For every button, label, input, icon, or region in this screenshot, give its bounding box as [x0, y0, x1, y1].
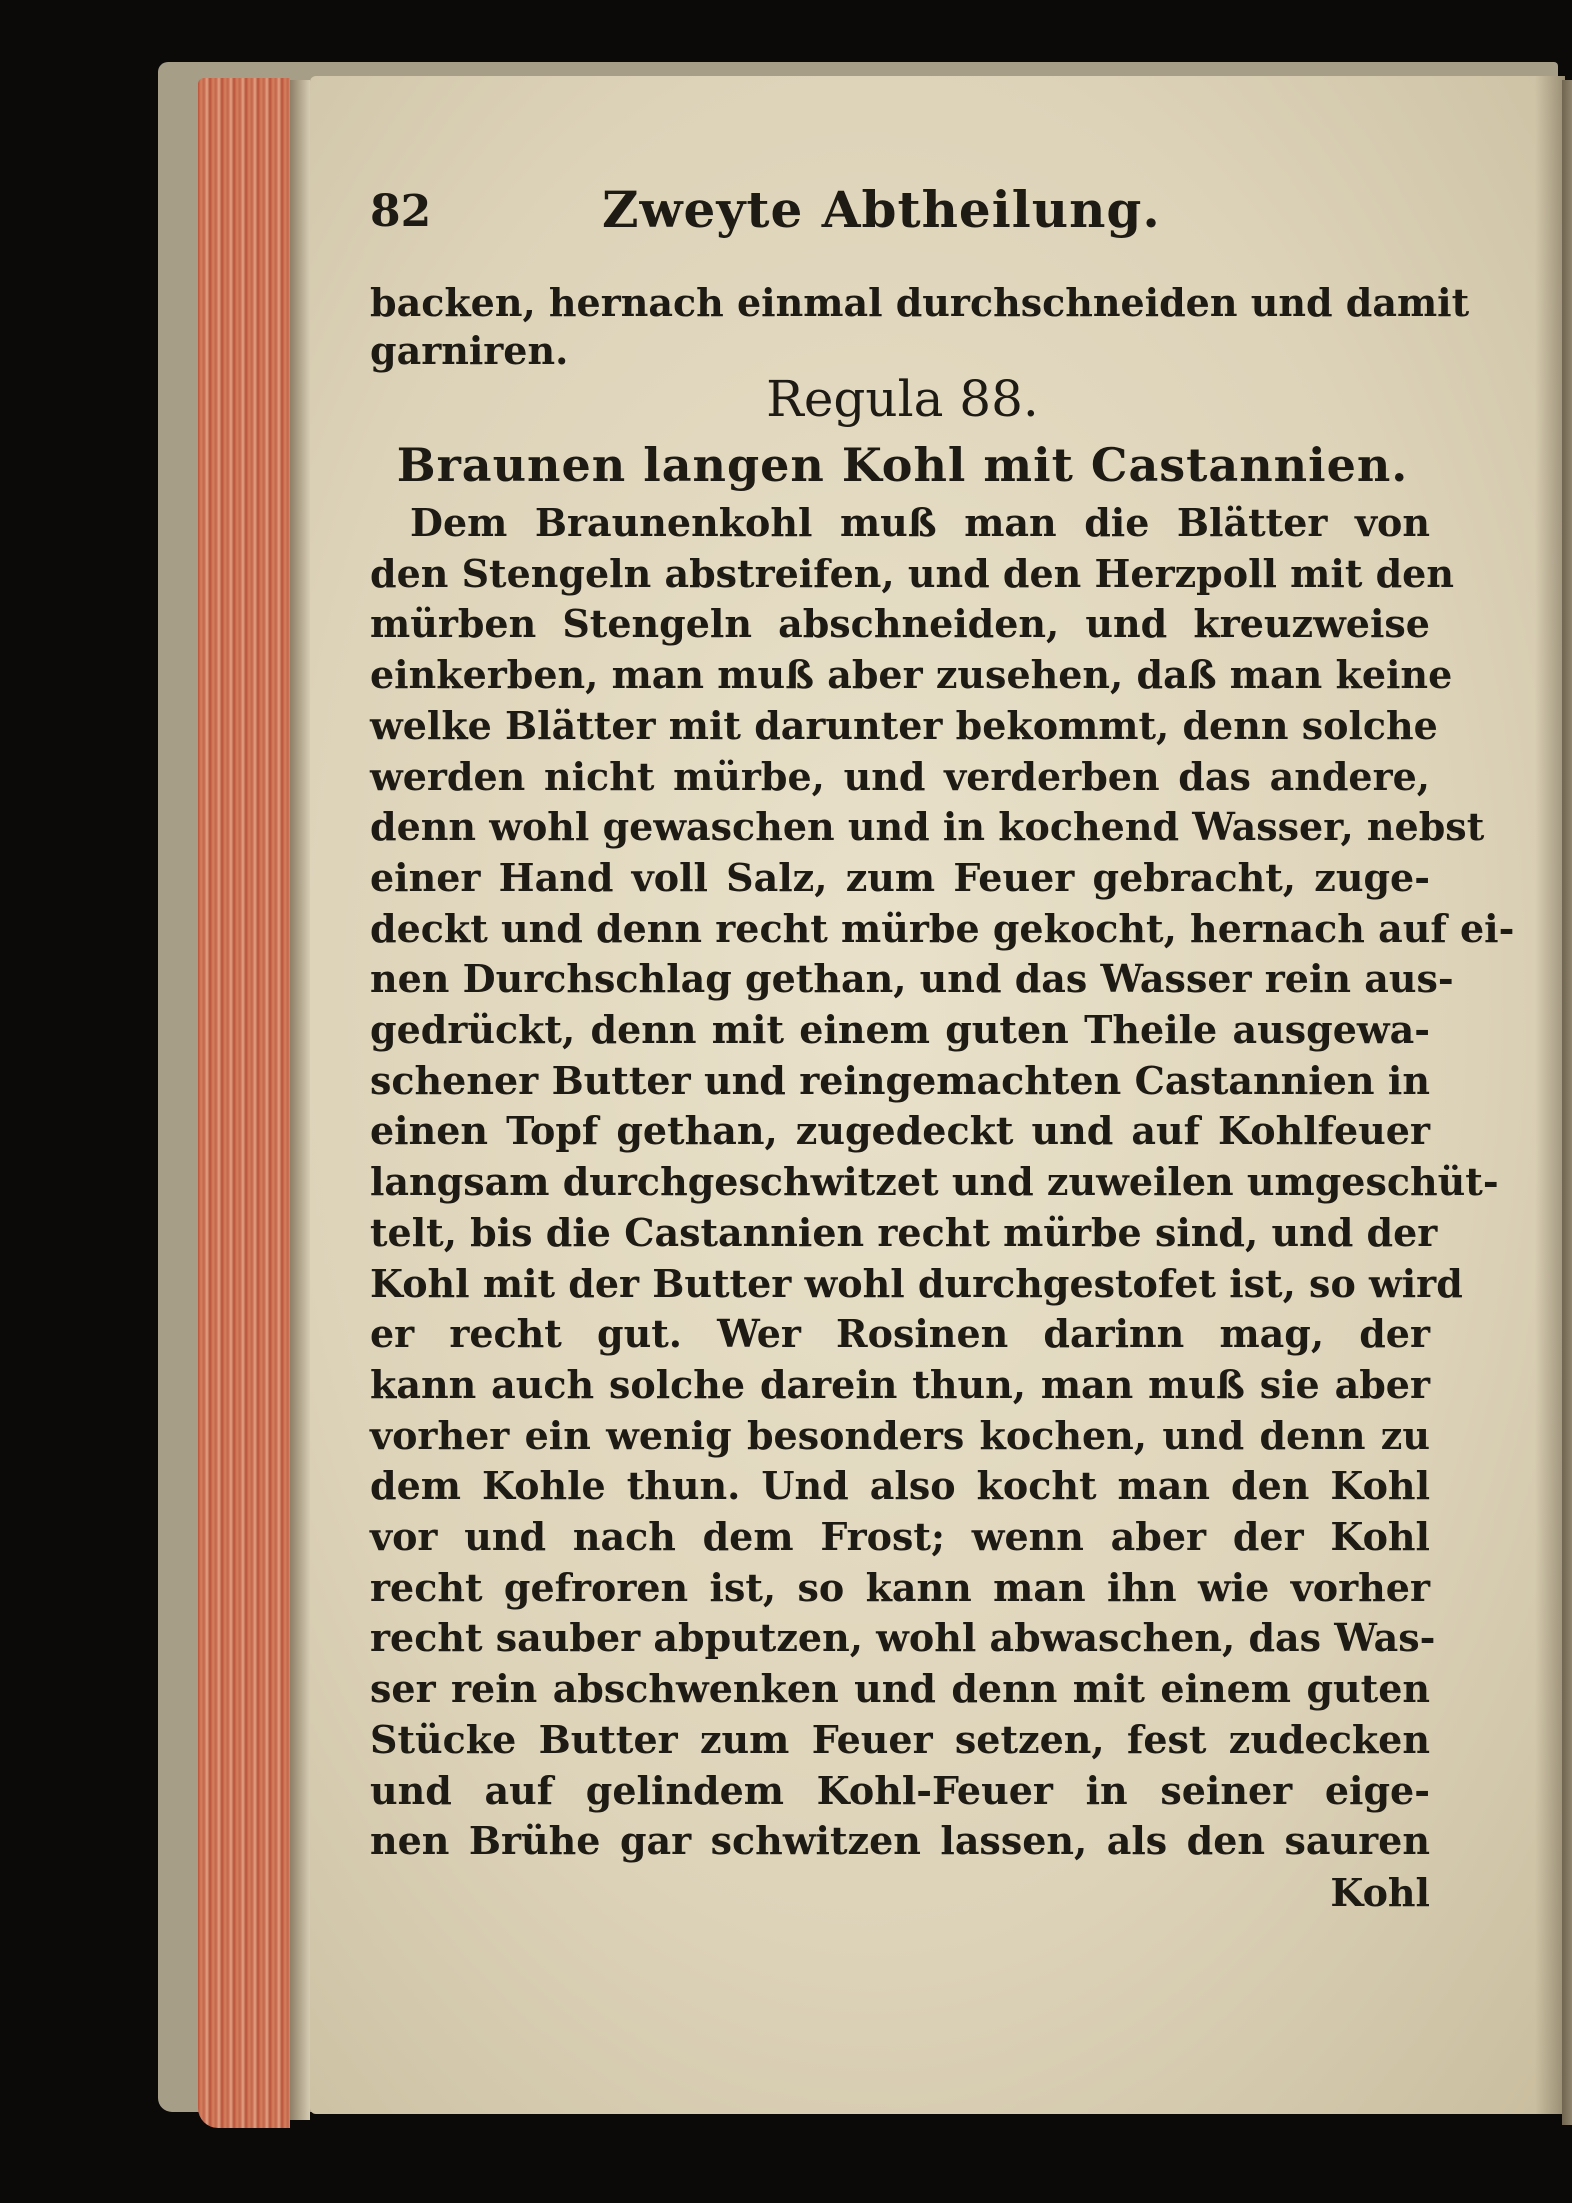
- recipe-line: Kohl mit der Butter wohl durchgestofet ist, so wird: [370, 1260, 1463, 1306]
- recipe-title: Braunen langen Kohl mit Castannien.: [396, 438, 1409, 492]
- facing-page-edge: [1562, 80, 1572, 2125]
- recipe-line: vor und nach dem Frost; wenn aber der Kohl: [370, 1514, 1430, 1559]
- recipe-line: kann auch solche darein thun, man muß sie aber: [370, 1361, 1430, 1407]
- recipe-line: ser rein abschwenken und denn mit einem guten: [370, 1666, 1430, 1712]
- catchword: Kohl: [1330, 1870, 1430, 1915]
- recipe-line: schener Butter und reingemachten Castannien in: [370, 1057, 1430, 1103]
- page-edge-shadow: [290, 80, 310, 2120]
- recipe-line: vorher ein wenig besonders kochen, und denn zu: [370, 1412, 1430, 1458]
- recipe-line: dem Kohle thun. Und also kocht man den Kohl: [370, 1463, 1430, 1509]
- recipe-line: nen Durchschlag gethan, und das Wasser rein aus-: [370, 956, 1454, 1002]
- recipe-line: er recht gut. Wer Rosinen darinn mag, der: [370, 1311, 1430, 1357]
- recipe-line: nen Brühe gar schwitzen lassen, als den sauren: [370, 1818, 1430, 1864]
- recipe-line: recht gefroren ist, so kann man ihn wie vorher: [370, 1564, 1430, 1610]
- page-gutter: [1535, 76, 1565, 2114]
- recipe-line: Stücke Butter zum Feuer setzen, fest zudecken: [370, 1716, 1430, 1762]
- recipe-line: und auf gelindem Kohl-Feuer in seiner eige-: [370, 1767, 1430, 1813]
- page-header: [370, 180, 1435, 240]
- recipe-line: gedrückt, denn mit einem guten Theile ausgewa-: [370, 1007, 1430, 1052]
- recipe-line: einen Topf gethan, zugedeckt und auf Kohlfeuer: [370, 1108, 1430, 1154]
- recipe-line: Dem Braunenkohl muß man die Blätter von: [410, 500, 1430, 545]
- recipe-line: mürben Stengeln abschneiden, und kreuzweise: [370, 601, 1430, 647]
- page-fore-edge: [198, 78, 290, 2128]
- recipe-line: telt, bis die Castannien recht mürbe sind, und der: [370, 1209, 1438, 1255]
- recipe-line: den Stengeln abstreifen, und den Herzpoll mit den: [370, 550, 1454, 596]
- page-number: 82: [370, 186, 432, 237]
- rule-heading: Regula 88.: [766, 370, 1039, 428]
- text-line: backen, hernach einmal durchschneiden und damit: [370, 280, 1470, 325]
- recipe-line: welke Blätter mit darunter bekommt, denn solche: [370, 702, 1438, 748]
- recipe-line: denn wohl gewaschen und in kochend Wasser, nebst: [370, 804, 1485, 850]
- text-line: garniren.: [370, 328, 569, 373]
- recipe-line: einkerben, man muß aber zusehen, daß man keine: [370, 652, 1453, 698]
- recipe-line: einer Hand voll Salz, zum Feuer gebracht, zuge-: [370, 854, 1430, 900]
- recipe-line: werden nicht mürbe, und verderben das andere,: [370, 753, 1430, 799]
- recipe-line: deckt und denn recht mürbe gekocht, hernach auf ei-: [370, 905, 1515, 951]
- running-head: Zweyte Abtheilung.: [602, 180, 1161, 239]
- recipe-line: recht sauber abputzen, wohl abwaschen, das Was-: [370, 1615, 1436, 1661]
- recipe-line: langsam durchgeschwitzet und zuweilen umgeschüt-: [370, 1159, 1499, 1205]
